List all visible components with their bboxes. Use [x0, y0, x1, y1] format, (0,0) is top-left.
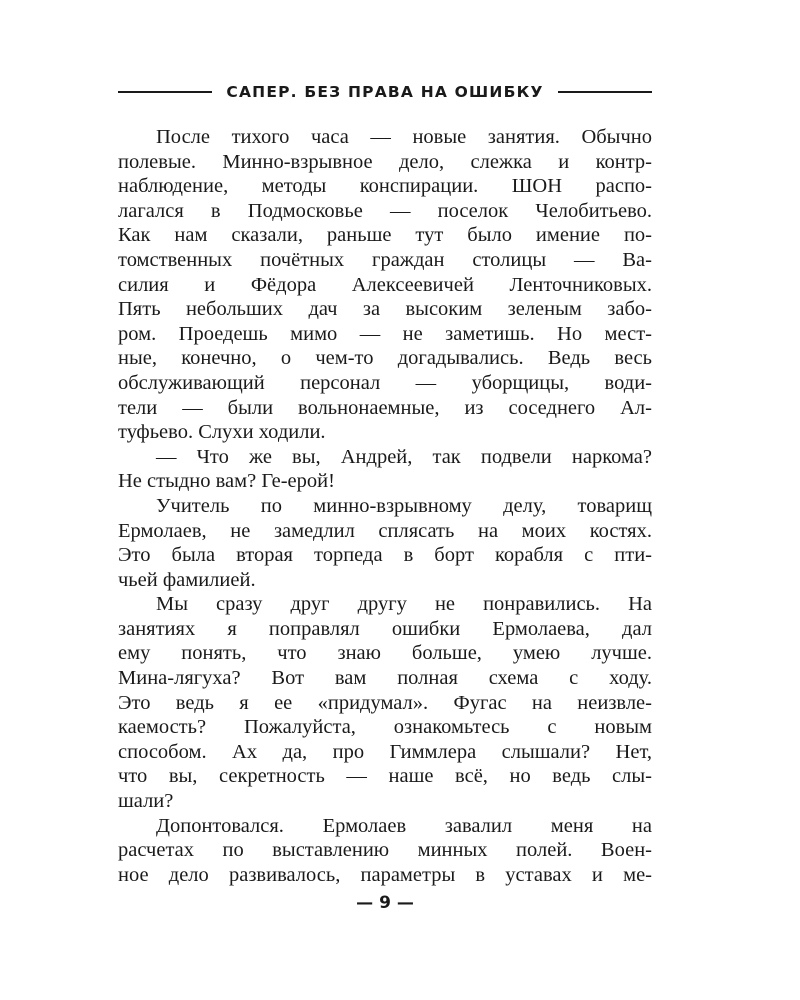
text-line: Это была вторая торпеда в борт корабля с пти-: [118, 544, 652, 567]
text-line: Допонтовался. Ермолаев завалил меня на: [156, 814, 652, 837]
text-line: чьей фамилией.: [118, 568, 256, 591]
text-line: полевые. Минно-взрывное дело, слежка и контр-: [118, 150, 652, 173]
text-line: лагался в Подмосковье — поселок Челобитьево.: [118, 199, 652, 222]
text-line: расчетах по выставлению минных полей. Воен-: [118, 839, 652, 862]
text-line: — Что же вы, Андрей, так подвели наркома?: [156, 445, 652, 468]
header-rule-left: [118, 91, 212, 93]
text-line: силия и Фёдора Алексеевичей Ленточниковых.: [118, 273, 652, 296]
text-line: ему понять, что знаю больше, умею лучше.: [118, 642, 652, 665]
text-line: Учитель по минно-взрывному делу, товарищ: [156, 494, 652, 517]
text-line: Мина-лягуха? Вот вам полная схема с ходу.: [118, 667, 652, 690]
running-header: [118, 80, 652, 104]
running-title: САПЕР. БЕЗ ПРАВА НА ОШИБКУ: [226, 83, 544, 101]
text-line: ное дело развивалось, параметры в уставах и ме-: [118, 863, 652, 886]
text-line: шали?: [118, 790, 174, 813]
text-line: томственных почётных граждан столицы — Ва-: [118, 248, 652, 271]
page-number: — 9 —: [356, 893, 414, 913]
text-line: Ермолаев, не замедлил сплясать на моих костях.: [118, 519, 652, 542]
text-line: способом. Ах да, про Гиммлера слышали? Нет,: [118, 740, 652, 763]
text-line: что вы, секретность — наше всё, но ведь слы-: [118, 765, 652, 788]
text-line: тели — были вольнонаемные, из соседнего Ал-: [118, 396, 652, 419]
text-line: Это ведь я ее «придумал». Фугас на неизвле-: [118, 691, 652, 714]
text-line: Не стыдно вам? Ге-ерой!: [118, 470, 335, 493]
text-line: обслуживающий персонал — уборщицы, води-: [118, 371, 652, 394]
text-line: туфьево. Слухи ходили.: [118, 421, 326, 444]
text-line: Как нам сказали, раньше тут было имение по-: [118, 224, 652, 247]
text-line: каемость? Пожалуйста, ознакомьтесь с новым: [118, 716, 652, 739]
text-line: Мы сразу друг другу не понравились. На: [156, 593, 652, 616]
text-line: наблюдение, методы конспирации. ШОН распо-: [118, 175, 652, 198]
header-rule-right: [558, 91, 652, 93]
body-text: [118, 125, 652, 887]
text-line: ром. Проедешь мимо — не заметишь. Но мест-: [118, 322, 652, 345]
text-line: ные, конечно, о чем-то догадывались. Ведь весь: [118, 347, 652, 370]
text-line: занятиях я поправлял ошибки Ермолаева, дал: [118, 617, 652, 640]
text-line: Пять небольших дач за высоким зеленым забо-: [118, 298, 652, 321]
text-line: После тихого часа — новые занятия. Обычно: [156, 126, 652, 148]
